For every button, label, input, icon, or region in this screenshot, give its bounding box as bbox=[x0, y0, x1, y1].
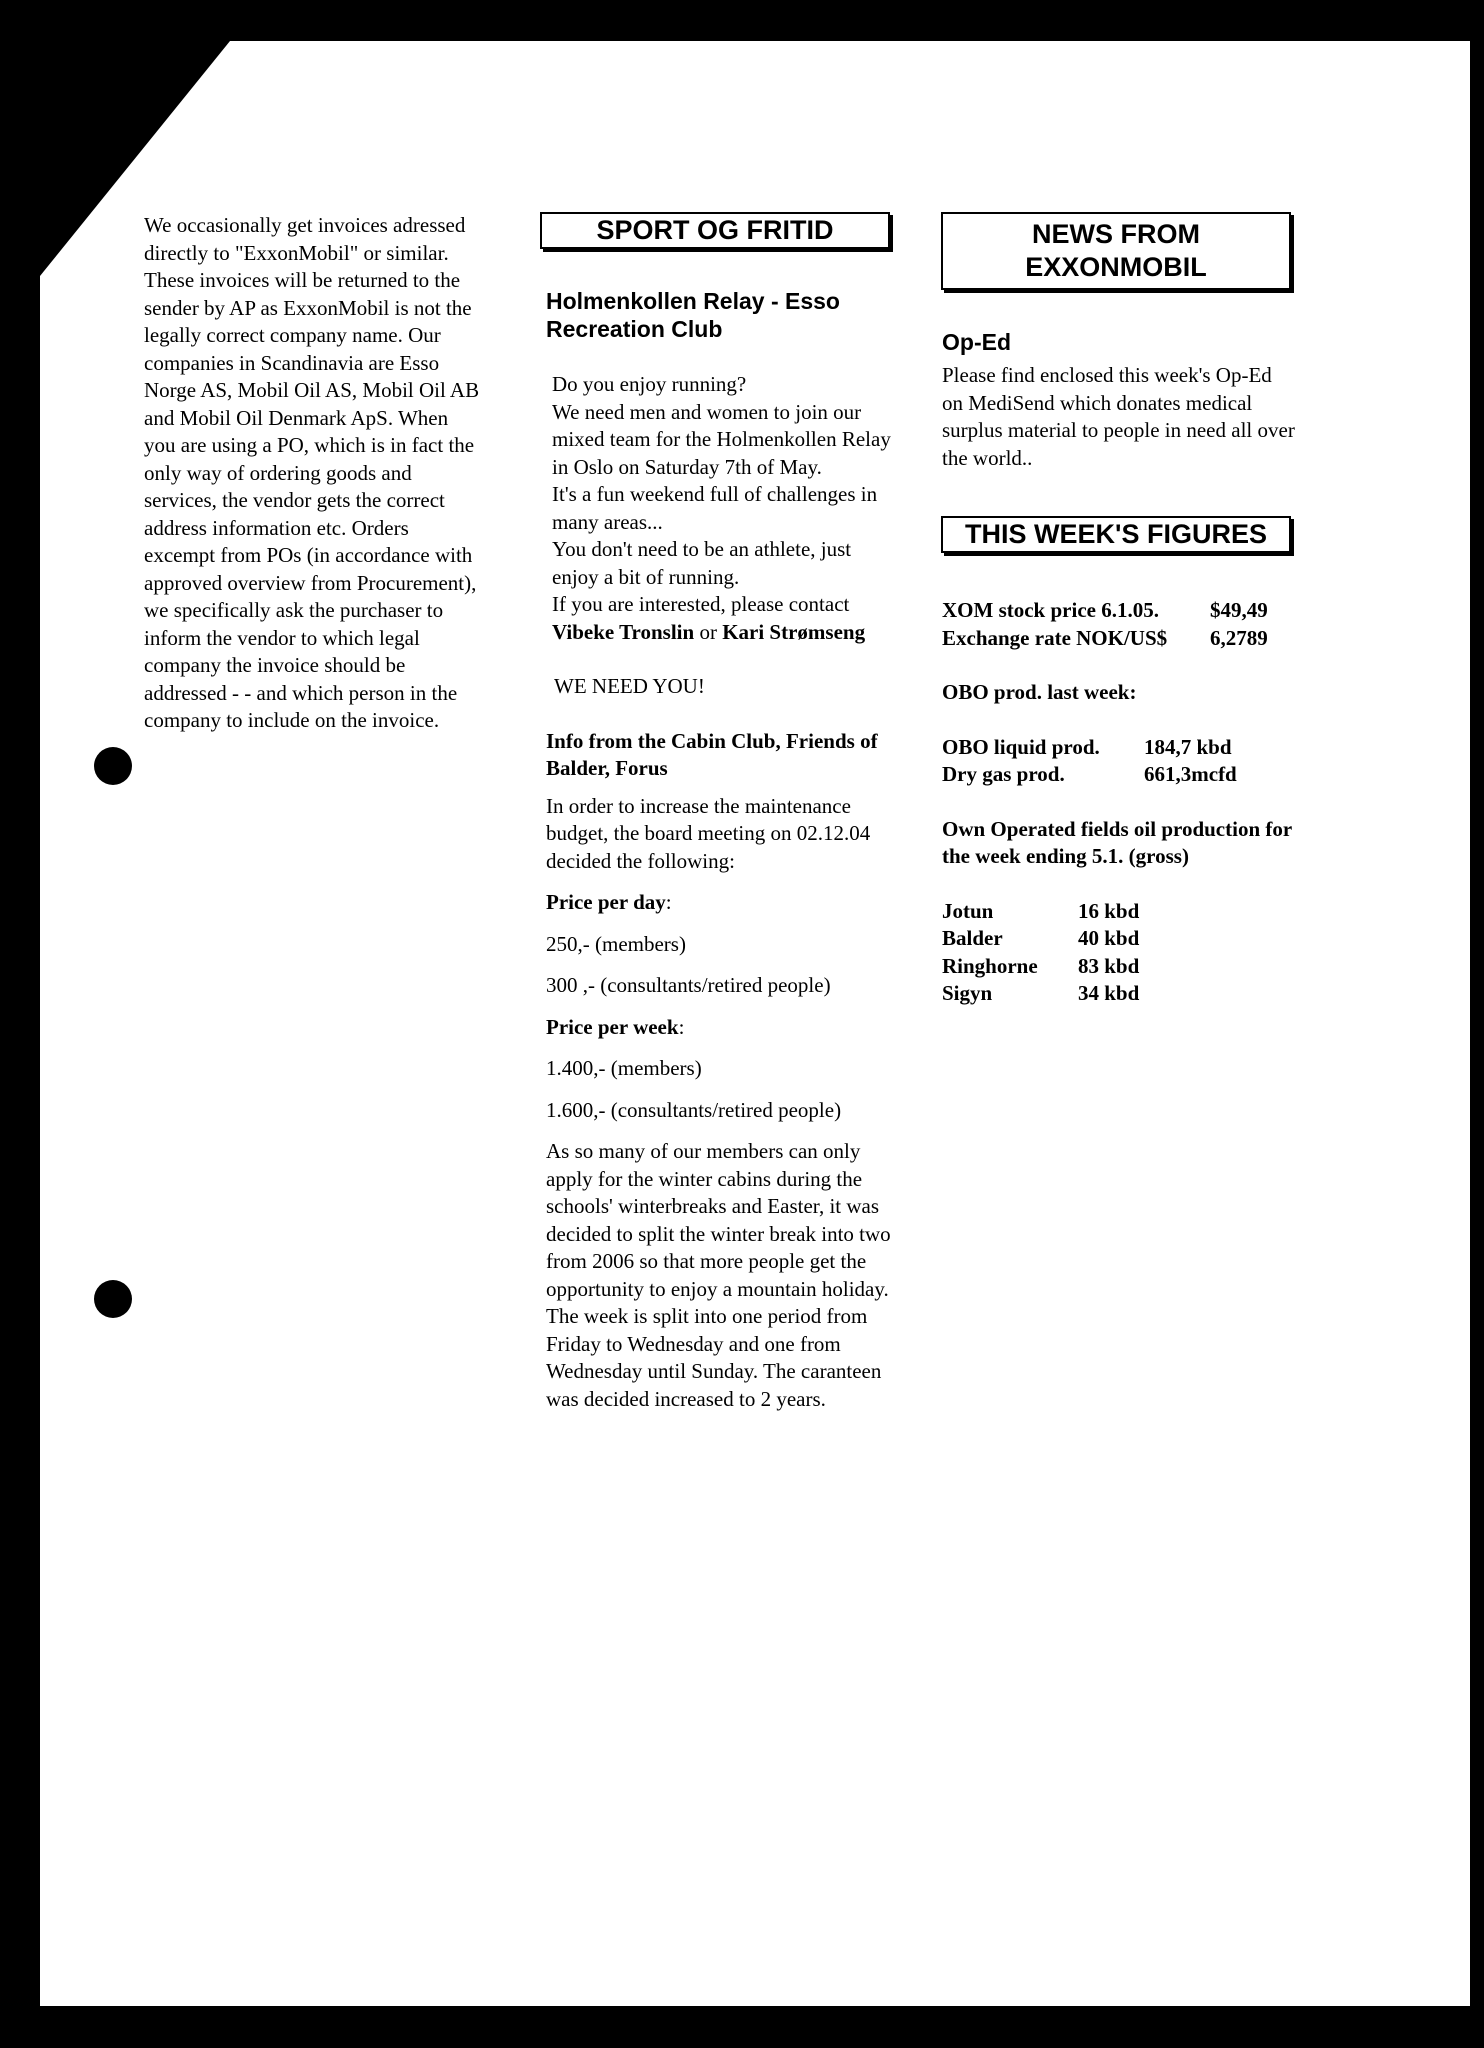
own-fields-heading: Own Operated fields oil production for the week ending 5.1. (gross) bbox=[942, 816, 1292, 868]
section-title-sport: SPORT OG FRITID bbox=[540, 212, 890, 249]
exchange-label: Exchange rate NOK/US$ bbox=[942, 625, 1168, 650]
price-week-label-text: Price per week bbox=[546, 1014, 679, 1039]
price-day-members: 250,- (members) bbox=[546, 931, 686, 956]
relay-heading: Holmenkollen Relay - Esso Recreation Club bbox=[546, 288, 840, 342]
relay-text-5: You don't need to be an athlete, just enjoy a bit of running. bbox=[552, 537, 852, 589]
field-row bbox=[942, 925, 1297, 953]
obo-heading: OBO prod. last week: bbox=[942, 680, 1137, 704]
field-value: 40 kbd bbox=[1078, 926, 1140, 950]
contact-or: or bbox=[699, 619, 717, 644]
price-day-label: Price per day: bbox=[546, 890, 672, 914]
oped-heading: Op-Ed bbox=[942, 329, 1011, 355]
relay-text-2: We need men and women to join our mixed team for the Holmenkollen Relay bbox=[552, 399, 891, 451]
field-name: Balder bbox=[942, 926, 1003, 950]
punch-hole-bottom bbox=[94, 1280, 132, 1318]
punch-hole-top bbox=[94, 747, 132, 785]
section-title-figures: THIS WEEK'S FIGURES bbox=[941, 516, 1291, 553]
field-value: 83 kbd bbox=[1078, 953, 1140, 978]
fields-table bbox=[942, 898, 1297, 1008]
news-title-line2: EXXONMOBIL bbox=[1025, 252, 1207, 282]
stock-label: XOM stock price 6.1.05. bbox=[942, 598, 1159, 622]
dry-gas-value: 661,3mcfd bbox=[1144, 762, 1237, 786]
dry-gas-row bbox=[942, 761, 1297, 789]
obo-liquid-label: OBO liquid prod. bbox=[942, 734, 1100, 759]
oped-text: Please find enclosed this week's Op-Ed on MediSend which donates medical surplus material to people in need all over the world.. bbox=[942, 363, 1295, 470]
price-day-label-text: Price per day bbox=[546, 890, 666, 914]
relay-text-6: If you are interested, please contact bbox=[552, 592, 850, 616]
stock-row bbox=[942, 597, 1297, 625]
field-name: Ringhorne bbox=[942, 953, 1038, 978]
price-day-consultants: 300 ,- (consultants/retired people) bbox=[546, 973, 831, 997]
price-week-members: 1.400,- (members) bbox=[546, 1056, 702, 1080]
field-row bbox=[942, 980, 1297, 1008]
obo-block bbox=[942, 734, 1297, 789]
field-name: Jotun bbox=[942, 898, 994, 923]
invoice-notice-text: We occasionally get invoices adressed directly to "ExxonMobil" or similar. These invoices will be returned to the sender by AP as ExxonMobil is not the legally correct company name. Our companies in Scandinavia are Esso Norge AS, Mobil Oil AS, Mobil Oil AB and Mobil Oil Denmark ApS. When you are using a PO, which is in fact the only way of ordering goods and services, the vendor gets the correct address information etc. Orders excempt from POs (in accordance with approved overview from Procurement), we specifically ask the purchaser to inform the vendor to which legal company the invoice should be addressed - - and which person in the company to include on the invoice. bbox=[144, 213, 480, 732]
field-value: 16 kbd bbox=[1078, 898, 1140, 923]
price-week-consultants: 1.600,- (consultants/retired people) bbox=[546, 1097, 842, 1122]
relay-text-4: It's a fun weekend full of challenges in many areas... bbox=[552, 482, 878, 534]
middle-column bbox=[546, 212, 891, 1413]
we-need-you: WE NEED YOU! bbox=[554, 674, 705, 698]
field-row bbox=[942, 898, 1297, 926]
relay-text-1: Do you enjoy running? bbox=[552, 372, 747, 396]
exchange-value: 6,2789 bbox=[1210, 625, 1268, 650]
dry-gas-label: Dry gas prod. bbox=[942, 762, 1065, 786]
news-title-line1: NEWS FROM bbox=[1032, 219, 1200, 249]
right-column bbox=[942, 212, 1297, 1008]
left-column bbox=[144, 212, 484, 735]
stock-value: $49,49 bbox=[1210, 598, 1268, 622]
relay-text-3: in Oslo on Saturday 7th of May. bbox=[552, 454, 822, 479]
price-week-label: Price per week: bbox=[546, 1014, 685, 1039]
contact-name-2: Kari Strømseng bbox=[722, 619, 866, 644]
field-value: 34 kbd bbox=[1078, 981, 1140, 1005]
field-row bbox=[942, 953, 1297, 981]
cabin-heading: Info from the Cabin Club, Friends of Balder, Forus bbox=[546, 728, 878, 780]
relay-contact bbox=[546, 591, 891, 646]
section-title-news bbox=[941, 212, 1291, 290]
obo-liquid-row bbox=[942, 734, 1297, 762]
obo-liquid-value: 184,7 kbd bbox=[1144, 734, 1232, 759]
contact-name-1: Vibeke Tronslin bbox=[552, 619, 695, 644]
exchange-row bbox=[942, 625, 1297, 653]
relay-body bbox=[546, 371, 891, 646]
cabin-closing: As so many of our members can only apply for the winter cabins during the schools' winterbreaks and Easter, it was decided to split the winter break into two from 2006 so that more people get the opportunity to enjoy a mountain holiday. The week is split into one period from Friday to Wednesday and one from Wednesday until Sunday. The caranteen was decided increased to 2 years. bbox=[546, 1139, 891, 1411]
cabin-intro: In order to increase the maintenance budget, the board meeting on 02.12.04 decided the following: bbox=[546, 793, 871, 873]
figures-block bbox=[942, 597, 1297, 652]
field-name: Sigyn bbox=[942, 981, 993, 1005]
